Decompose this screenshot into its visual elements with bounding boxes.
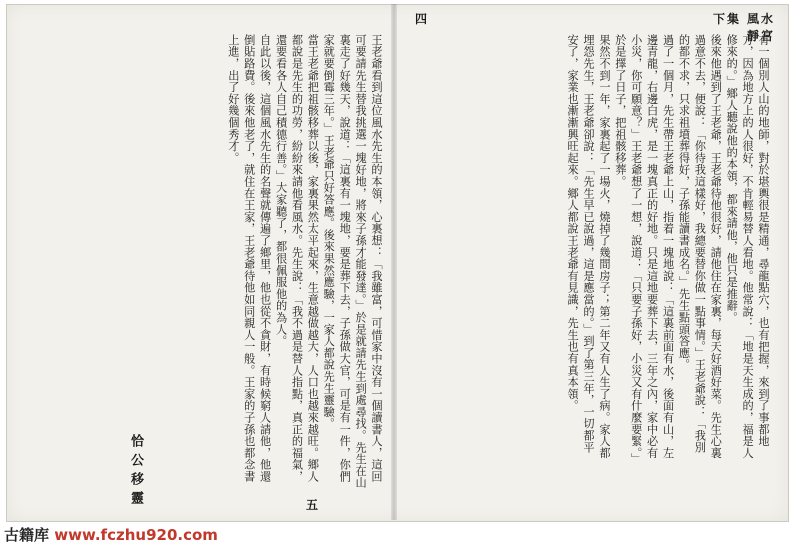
running-head-volume: 下集 (713, 12, 742, 26)
page-body-text: 有一個別人山的地師，對於堪輿很是精通，尋龍點穴，也有把握，來到了事都地方，因為地方上的人很好，不肯輕易替人看地。他常說：「地是天生成的，福是人修來的。」鄉人聽說他的本領，都來請他，他只是推辭。 後來他遇到了王老爺，王老爺待他很好，請他住在家裏，每天好酒好菜。先生心裏過意不去，便說：「你待我這樣好，我總要替你做一點事情。」王老爺說：「我別的都不求，只求祖墳葬得好，子孫能讀書成名。」先生點頭答應。 過了一個月，先生帶王老爺上山，指着一塊地說：「這裏前面有水，後面有山，左邊青龍，右邊白虎，是一塊真正的好地。只是這地要葬下去，三年之內，家中必有小災，你可願意？」王老爺想了一想，說道：「只要子孫好，小災又有什麼要緊。」於是擇了日子，把祖骸移葬。 果然不到一年，家裏起了一場火，燒掉了幾間房子；第二年又有人生了病。家人都埋怨先生，王老爺卻說：「先生早已說過，這是應當的。」到了第三年，一切都平安了，家業也漸漸興旺起來。鄉人都說王老爺有見識，先生也有真本領。 (566, 34, 770, 460)
page-number: 四 (415, 12, 428, 26)
watermark (4, 524, 218, 545)
watermark-url[interactable]: www.fczhu920.com (54, 526, 218, 544)
left-page (6, 4, 391, 520)
chapter-title: 恰公移靈 (128, 434, 143, 510)
right-page (397, 4, 787, 520)
running-head-title: 風水靜宮 (747, 12, 776, 43)
page-body-text: 王老爺看到這位風水先生的本領，心裏想：「我雖富，可惜家中沒有一個讀書人，這回可要請先生替我挑選一塊好地，將來子孫才能發達。」於是就請先生到處尋找。先生在山裏走了好幾天，說道：「這裏有一塊地，要是葬下去，子孫做大官，可是有一件，你們家就要倒霉三年。」王老爺只好答應。後來果然應驗，一家人都說先生靈驗。 當王老爺把祖骸移葬以後，家裏果然太平起來，生意越做越大，人口也越來越旺。鄉人都說是先生的功勞，紛紛來請他看風水。先生說：「我不過是替人指點，真正的福氣，還要看各人自己積德行善。」大家聽了，都很佩服他的為人。 自此以後，這個風水先生的名聲就傳遍了鄉里，他也從不貪財，有時候窮人請他，他還倒貼路費。後來他老了，就住在王家，王老爺待他如同親人一般。王家的子孫也都念書上進，出了好幾個秀才。 (226, 34, 383, 489)
watermark-site-name: 古籍库 (4, 526, 50, 544)
page-number: 五 (306, 498, 319, 512)
